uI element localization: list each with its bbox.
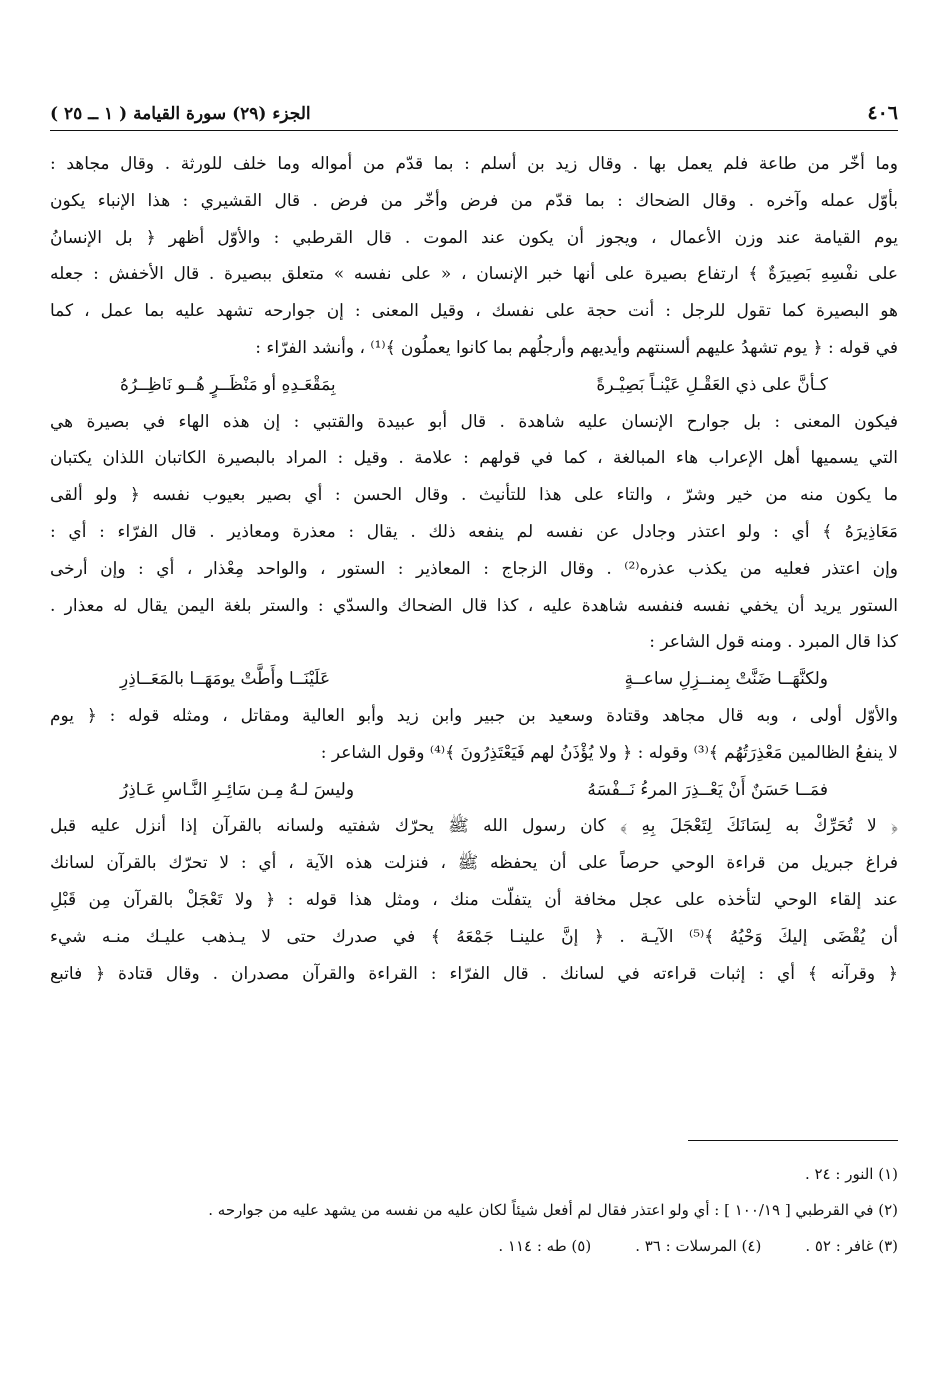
text-line: أن يُقْضَى إليكَ وَحْيُهُ ﴾⁽⁵⁾ الآيـة . ﴿ إنَّ علينـا جَمْعَهُ ﴾ في صدرك حتى لا يـذهب عليـك منـه شيء [50,926,898,947]
text-line: على نفْسِهِ بَصِيرَةٌ ﴾ ارتفاع بصيرة على أنها خبر الإنسان ، « على نفسه » متعلق ببصيرة . قال الأخفش : جعله [50,264,898,285]
text-line: ﴿ لا تُحَرِّكْ به لِسَانَكَ لِتَعْجَلَ بِهِ ﴾ كان رسول الله ﷺ يحرّك شفتيه ولسانه بالقرآن إذا أنزل عليه قبل [50,816,898,837]
text-line: مَعَاذِيرَهُ ﴾ أي : ولو اعتذر وجادل عن نفسه لم ينفعه ذلك . يقال : معذرة ومعاذير . قال الفرّاء : أي : [50,521,898,542]
text-line: لا ينفعُ الظالمين مَعْذِرَتُهُم ﴾⁽³⁾ وقوله : ﴿ ولا يُؤْذَنُ لهم فَيَعْتَذِرُونَ ﴾⁽⁴⁾ وقول الشاعر : [320,742,898,763]
poetry-verse [120,661,828,698]
footnote: (٥) طه : ١١٤ . [498,1237,592,1255]
text-line: ﴿ وقرآنه ﴾ أي : إثبات قراءته في لسانك . قال الفرّاء : القراءة والقرآن مصدران . وقال قتادة ﴿ فاتبع [50,963,898,984]
footnote: (٢) في القرطبي [ ١٠٠/١٩ ] : أي ولو اعتذر فقال لم أفعل شيئاً لكان عليه من نفسه من يشهد عليه من جوارحه . [208,1201,898,1219]
text-line: والأوّل أولى ، وبه قال مجاهد وقتادة وسعيد بن جبير وابن زيد وأبو العالية ومقاتل ، ومثله قوله : ﴿ يوم [50,705,898,726]
footnote: (٣) غافر : ٥٢ . [805,1237,898,1255]
footnote: (٤) المرسلات : ٣٦ . [635,1237,762,1255]
main-text [50,146,898,992]
footnote-rule [688,1140,898,1141]
verse-second-hemistich: عَلَيْنَــا وأَطَّتْ يومَهَــا بالمَعَــاذِرِ [120,669,331,690]
book-page [50,0,898,1373]
text-line: ما يكون منه من خير وشرّ ، والتاء على هذا للتأنيث . وقال الحسن : أي بصير بعيوب نفسه ﴿ ولو ألقى [50,485,898,506]
verse-second-hemistich: بِمَقْعَـدِهِ أو مَنْظَــرٍ هُــو نَاظِــرُهُ [120,374,336,395]
text-line: وما أخّر من طاعة فلم يعمل بها . وقال زيد بن أسلم : بما قدّم من أمواله وما خلف للورثة . وقال مجاهد : [50,154,898,174]
text-line: كذا قال المبرد . ومنه قول الشاعر : [649,632,898,653]
verse-first-hemistich: ولكنَّهَــا ضَنَّتْ بِمنــزِلِ ساعــةٍ [624,669,828,690]
text-line: وإن اعتذر فعليه من يكذب عذره⁽²⁾ . وقال الزجاج : المعاذير : الستور ، والواحد مِعْذار ، أي : وإن أرخى [50,558,898,579]
text-line: هو البصيرة كما تقول للرجل : أنت حجة على نفسك ، وقيل المعنى : إن جوارحه تشهد عليه بما عمل ، كما [50,301,898,322]
page-header [50,96,898,124]
poetry-verse [120,772,828,809]
text-line: الستور يريد أن يخفي نفسه فنفسه شاهدة عليه ، كذا قال الضحاك والسدّي : والستر بلغة اليمن يقال له معذار . [50,595,898,616]
text-line: فيكون المعنى : بل جوارح الإنسان عليه شاهدة . قال أبو عبيدة والقتبي : إن هذه الهاء في بصيرة هي [50,411,898,432]
text-line: في قوله : ﴿ يوم تشهدُ عليهم ألسنتهم وأيديهم وأرجلُهم بما كانوا يعملُون ﴾⁽¹⁾ ، وأنشد الفرّاء : [255,337,898,358]
poetry-verse [120,367,828,404]
footnote: (١) النور : ٢٤ . [804,1165,898,1183]
page-number: ٤٠٦ [867,102,898,124]
text-line: فراغ جبريل من قراءة الوحي حرصاً على أن يحفظه ﷺ ، فنزلت هذه الآية ، أي : لا تحرّك بالقرآن لسانك [50,853,898,874]
running-head: الجزء (٢٩) سورة القيامة ( ١ ــ ٢٥ ) [50,104,311,124]
text-line: عند إلقاء الوحي لتأخذه على عجل مخافة أن يتفلّت منك ، ومثل هذا قوله : ﴿ ولا تَعْجَلْ بالقرآن مِن قَبْلِ [50,889,898,910]
footnote-row [50,1228,898,1264]
text-line: يوم القيامة عند وزن الأعمال ، ويجوز أن يكون عند الموت . قال القرطبي : والأوّل أظهر ﴿ بل الإنسانُ [50,227,898,248]
text-line: بأوّل عمله وآخره . وقال الضحاك : بما قدّم من فرض وأخّر من فرض . قال القشيري : هذا الإنباء يكون [50,190,898,211]
verse-first-hemistich: كـأنَّ على ذي العَقْـلِ عَيْنـاً بَصِيْـرةً [596,374,828,395]
header-rule [50,130,898,131]
footnotes [50,1156,898,1264]
verse-second-hemistich: وليسَ لـهُ مِـن سَائِـرِ النَّـاسِ عَـاذِرُ [120,779,355,800]
verse-first-hemistich: فمَــا حَسَنٌ أَنْ يَعْــذِرَ المرءُ نَــفْسَهُ [587,779,828,800]
text-line: التي يسميها أهل الإعراب هاء المبالغة ، كما في قولهم : علامة . وقيل : المراد بالبصيرة الكاتبان اللذان يكتبان [50,448,898,469]
